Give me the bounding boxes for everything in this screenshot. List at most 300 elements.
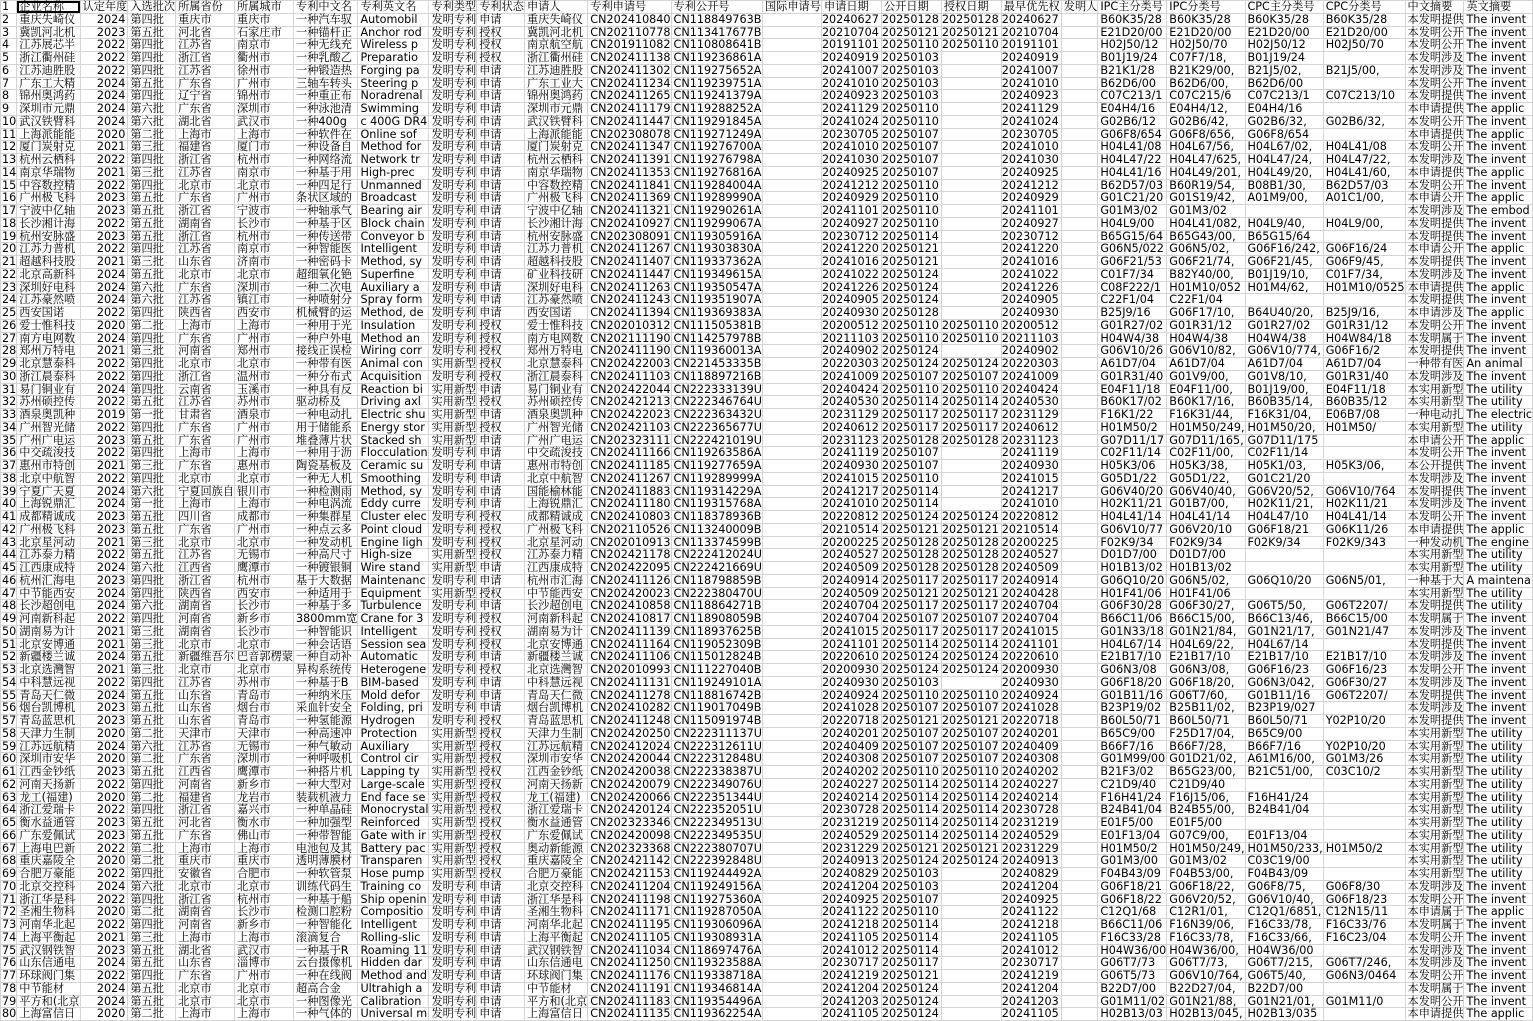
data-cell[interactable]: 本申请提供	[1405, 128, 1464, 141]
data-cell[interactable]	[762, 868, 821, 881]
data-cell[interactable]: 一种带智能	[294, 829, 358, 842]
data-cell[interactable]: CN222351344U	[671, 791, 762, 804]
data-cell[interactable]: A61M16/00,	[1245, 753, 1323, 766]
data-cell[interactable]: 20220718	[1001, 715, 1061, 728]
data-cell[interactable]	[762, 370, 821, 383]
data-cell[interactable]: 2022	[80, 778, 128, 791]
row-number[interactable]: 30	[2, 369, 17, 383]
data-cell[interactable]: 20240829	[1001, 868, 1061, 881]
row-number[interactable]: 26	[2, 318, 17, 332]
data-cell[interactable]: 申请	[477, 230, 525, 243]
data-cell[interactable]: Protection	[358, 727, 429, 740]
data-cell[interactable]: 20210514	[1001, 523, 1061, 536]
data-cell[interactable]: 第三批	[128, 256, 176, 269]
data-cell[interactable]: 第二批	[128, 319, 176, 332]
data-cell[interactable]: 浙江省	[176, 230, 235, 243]
data-cell[interactable]: 北京慧泰科	[524, 358, 587, 371]
data-cell[interactable]: B08B1/30,	[1245, 179, 1323, 192]
data-cell[interactable]: CN119303830A	[671, 243, 762, 256]
data-cell[interactable]: B22D7/00	[1245, 982, 1323, 995]
data-cell[interactable]: 本实用新型	[1405, 817, 1464, 830]
data-cell[interactable]: 实用新型	[429, 778, 477, 791]
data-cell[interactable]: 第五批	[128, 817, 176, 830]
data-cell[interactable]	[1061, 472, 1098, 485]
data-cell[interactable]: CN202420124	[588, 804, 671, 817]
data-cell[interactable]: 重庆嘉陵全	[524, 855, 587, 868]
data-cell[interactable]: 20241015	[821, 625, 881, 638]
data-cell[interactable]: 20250103	[881, 77, 941, 90]
column-header-cell[interactable]: 所属省份	[176, 1, 235, 14]
data-cell[interactable]: 山东省	[176, 689, 235, 702]
data-cell[interactable]: The invent	[1464, 179, 1533, 192]
data-cell[interactable]	[941, 485, 1001, 498]
data-cell[interactable]: G01M3/02	[1167, 855, 1245, 868]
data-cell[interactable]: 发明专利	[429, 574, 477, 587]
data-cell[interactable]: 深圳市	[235, 103, 294, 116]
row-number[interactable]: 21	[2, 255, 17, 268]
data-cell[interactable]: 20241105	[821, 1008, 881, 1021]
data-cell[interactable]: 一种泳池清	[294, 103, 358, 116]
data-cell[interactable]: 20240914	[821, 574, 881, 587]
data-cell[interactable]	[1323, 944, 1405, 957]
data-cell[interactable]	[1323, 447, 1405, 460]
data-cell[interactable]: 河南天扬新	[524, 778, 587, 791]
data-cell[interactable]: The utility	[1464, 817, 1533, 830]
data-cell[interactable]: 20240924	[821, 689, 881, 702]
data-cell[interactable]	[1061, 39, 1098, 52]
data-cell[interactable]: 机械臂的运	[294, 307, 358, 320]
data-cell[interactable]: 本发明提供	[1405, 90, 1464, 103]
row-number[interactable]: 67	[2, 841, 17, 855]
data-cell[interactable]: G01R27/02	[1098, 319, 1167, 332]
data-cell[interactable]: 惠州市	[235, 460, 294, 473]
data-cell[interactable]: 发明专利	[429, 485, 477, 498]
data-cell[interactable]: 上海市	[235, 447, 294, 460]
data-cell[interactable]: H04L41/60,	[1323, 166, 1405, 179]
data-cell[interactable]: H01M50/249,	[1167, 421, 1245, 434]
data-cell[interactable]: Network tr	[358, 154, 429, 167]
data-cell[interactable]: H02B13/045,	[1167, 1008, 1245, 1021]
data-cell[interactable]: 本发明涉及	[1405, 154, 1464, 167]
data-cell[interactable]: Method, sy	[358, 485, 429, 498]
data-cell[interactable]: 广州市	[235, 421, 294, 434]
data-cell[interactable]: 发明专利	[429, 613, 477, 626]
data-cell[interactable]: 深圳市	[235, 281, 294, 294]
data-cell[interactable]: 合肥万豪能	[524, 868, 587, 881]
row-number[interactable]: 18	[2, 216, 17, 230]
data-cell[interactable]: B25J9/16	[1098, 307, 1167, 320]
data-cell[interactable]: E21D20/00	[1323, 26, 1405, 39]
data-cell[interactable]: 浙江省	[176, 154, 235, 167]
data-cell[interactable]: 长沙市	[235, 906, 294, 919]
data-cell[interactable]: 20250107	[941, 753, 1001, 766]
data-cell[interactable]: CN202411105	[588, 931, 671, 944]
data-cell[interactable]: 玉溪市	[235, 383, 294, 396]
data-cell[interactable]: 浙江衢州硅	[17, 52, 80, 65]
data-cell[interactable]: 发明专利	[429, 880, 477, 893]
data-cell[interactable]: 一种基于R	[294, 944, 358, 957]
data-cell[interactable]: 上海锐鼎汇	[17, 498, 80, 511]
data-cell[interactable]: CN222421669U	[671, 562, 762, 575]
data-cell[interactable]	[941, 154, 1001, 167]
data-cell[interactable]: 上海市	[176, 128, 235, 141]
data-cell[interactable]	[941, 472, 1001, 485]
data-cell[interactable]	[1061, 727, 1098, 740]
data-cell[interactable]: 20250110	[881, 205, 941, 218]
data-cell[interactable]: 本实用新型	[1405, 396, 1464, 409]
data-cell[interactable]: 北京选灣智	[524, 664, 587, 677]
data-cell[interactable]: 本发明涉及	[1405, 944, 1464, 957]
data-cell[interactable]: 20241101	[821, 638, 881, 651]
data-cell[interactable]: 杭州云栖科	[17, 154, 80, 167]
data-cell[interactable]: 苏州硕控传	[524, 396, 587, 409]
data-cell[interactable]: 申请	[477, 166, 525, 179]
data-cell[interactable]: CN222365677U	[671, 421, 762, 434]
data-cell[interactable]: 上海富信日	[17, 1008, 80, 1021]
data-cell[interactable]: Wiring corr	[358, 345, 429, 358]
data-cell[interactable]: B62D6/00	[1098, 77, 1167, 90]
data-cell[interactable]	[1061, 498, 1098, 511]
data-cell[interactable]: 龙工(福建)	[524, 791, 587, 804]
data-cell[interactable]: 申请	[477, 409, 525, 422]
data-cell[interactable]: 授权	[477, 778, 525, 791]
row-number[interactable]: 51	[2, 637, 17, 651]
data-cell[interactable]	[762, 447, 821, 460]
data-cell[interactable]: 申请	[477, 562, 525, 575]
data-cell[interactable]: 成都精诚成	[17, 511, 80, 524]
data-cell[interactable]	[762, 982, 821, 995]
data-cell[interactable]: 第五批	[128, 511, 176, 524]
data-cell[interactable]: B66F7/16	[1245, 740, 1323, 753]
data-cell[interactable]: Rolling-slic	[358, 931, 429, 944]
data-cell[interactable]: 一种智能医	[294, 243, 358, 256]
data-cell[interactable]	[762, 753, 821, 766]
data-cell[interactable]	[762, 689, 821, 702]
data-cell[interactable]	[1061, 166, 1098, 179]
data-cell[interactable]: 苏州市	[235, 396, 294, 409]
data-cell[interactable]: 第二批	[128, 855, 176, 868]
data-cell[interactable]: G01B11/16	[1098, 689, 1167, 702]
data-cell[interactable]	[1061, 778, 1098, 791]
data-cell[interactable]: 发明专利	[429, 460, 477, 473]
data-cell[interactable]: 2021	[80, 536, 128, 549]
data-cell[interactable]: 实用新型	[429, 766, 477, 779]
data-cell[interactable]	[762, 600, 821, 613]
data-cell[interactable]: B66F7/16	[1098, 740, 1167, 753]
data-cell[interactable]: 2022	[80, 396, 128, 409]
data-cell[interactable]: CN222349535U	[671, 829, 762, 842]
data-cell[interactable]: The invent	[1464, 702, 1533, 715]
data-cell[interactable]	[1061, 931, 1098, 944]
data-cell[interactable]: B21K1/28	[1098, 64, 1167, 77]
data-cell[interactable]: 广东省	[176, 753, 235, 766]
data-cell[interactable]	[941, 103, 1001, 116]
data-cell[interactable]: F04B43/09	[1098, 868, 1167, 881]
data-cell[interactable]: 20240409	[821, 740, 881, 753]
data-cell[interactable]: 发明专利	[429, 906, 477, 919]
data-cell[interactable]: 申请	[477, 931, 525, 944]
data-cell[interactable]: 申请	[477, 294, 525, 307]
data-cell[interactable]: 本申请提供	[1405, 523, 1464, 536]
data-cell[interactable]: 江苏省	[176, 740, 235, 753]
data-cell[interactable]: 南京华瑞物	[17, 166, 80, 179]
data-cell[interactable]: 20240930	[1001, 460, 1061, 473]
data-cell[interactable]	[762, 332, 821, 345]
data-cell[interactable]: G06V10/774,	[1245, 345, 1323, 358]
data-cell[interactable]: 20250128	[881, 549, 941, 562]
data-cell[interactable]: 20241010	[821, 498, 881, 511]
data-cell[interactable]: 2020	[80, 1008, 128, 1021]
data-cell[interactable]	[1245, 562, 1323, 575]
data-cell[interactable]: 一种气敏动	[294, 740, 358, 753]
data-cell[interactable]: G06T7/60,	[1167, 689, 1245, 702]
data-cell[interactable]: Hose pump	[358, 868, 429, 881]
data-cell[interactable]	[762, 651, 821, 664]
data-cell[interactable]	[1245, 817, 1323, 830]
data-cell[interactable]: 20241203	[1001, 995, 1061, 1008]
data-cell[interactable]: B24B41/04	[1098, 804, 1167, 817]
data-cell[interactable]: 20241010	[1001, 141, 1061, 154]
row-number[interactable]: 10	[2, 114, 17, 128]
data-cell[interactable]: The invent	[1464, 332, 1533, 345]
data-cell[interactable]: The utility	[1464, 766, 1533, 779]
data-cell[interactable]	[1061, 804, 1098, 817]
data-cell[interactable]: Ceramic su	[358, 460, 429, 473]
data-cell[interactable]: 锦州市	[235, 90, 294, 103]
data-cell[interactable]: 20250110	[881, 319, 941, 332]
data-cell[interactable]: 青岛蓝思机	[17, 715, 80, 728]
data-cell[interactable]: 本发明提供	[1405, 294, 1464, 307]
data-cell[interactable]: 申请	[477, 995, 525, 1008]
data-cell[interactable]: The invent	[1464, 715, 1533, 728]
data-cell[interactable]: 成都市	[235, 511, 294, 524]
data-cell[interactable]: 本实用新型	[1405, 549, 1464, 562]
data-cell[interactable]: 20250110	[881, 103, 941, 116]
data-cell[interactable]: 驱动桥及	[294, 396, 358, 409]
row-number[interactable]: 41	[2, 510, 17, 523]
data-cell[interactable]: The invent	[1464, 294, 1533, 307]
data-cell[interactable]: G06F30/27	[1323, 676, 1405, 689]
data-cell[interactable]	[1323, 1008, 1405, 1021]
data-cell[interactable]: 杭州市	[235, 574, 294, 587]
data-cell[interactable]: 20250124	[941, 651, 1001, 664]
data-cell[interactable]: A61D7/04	[1323, 358, 1405, 371]
data-cell[interactable]: 四川省	[176, 511, 235, 524]
data-cell[interactable]: 20250121	[941, 715, 1001, 728]
data-cell[interactable]: 20220610	[821, 651, 881, 664]
data-cell[interactable]: 本发明涉及	[1405, 880, 1464, 893]
data-cell[interactable]: Method and	[358, 970, 429, 983]
data-cell[interactable]: 20250107	[881, 893, 941, 906]
data-cell[interactable]: 20250107	[881, 753, 941, 766]
data-cell[interactable]	[762, 485, 821, 498]
data-cell[interactable]: 2020	[80, 855, 128, 868]
data-cell[interactable]: 杭州安脉盛	[17, 230, 80, 243]
data-cell[interactable]: 本发明公开	[1405, 39, 1464, 52]
data-cell[interactable]: 发明专利	[429, 651, 477, 664]
data-cell[interactable]: 本发明涉及	[1405, 702, 1464, 715]
data-cell[interactable]	[762, 727, 821, 740]
data-cell[interactable]	[1061, 268, 1098, 281]
data-cell[interactable]: CN202420038	[588, 766, 671, 779]
data-cell[interactable]: 本实用新型	[1405, 421, 1464, 434]
data-cell[interactable]	[762, 893, 821, 906]
data-cell[interactable]: The applic	[1464, 166, 1533, 179]
data-cell[interactable]: c 400G DR4	[358, 115, 429, 128]
data-cell[interactable]: 本申请公开	[1405, 434, 1464, 447]
data-cell[interactable]: 20240612	[821, 421, 881, 434]
data-cell[interactable]: 20250114	[941, 817, 1001, 830]
data-cell[interactable]: 一种适用于	[294, 587, 358, 600]
data-cell[interactable]: 20240627	[821, 13, 881, 26]
data-cell[interactable]	[1323, 434, 1405, 447]
data-cell[interactable]: F02K9/343	[1323, 536, 1405, 549]
data-cell[interactable]: 郑州万特电	[524, 345, 587, 358]
row-number[interactable]: 70	[2, 879, 17, 893]
data-cell[interactable]: 授权	[477, 727, 525, 740]
data-cell[interactable]: 2021	[80, 166, 128, 179]
data-cell[interactable]: 20250121	[881, 523, 941, 536]
data-cell[interactable]: 一种400g	[294, 115, 358, 128]
data-cell[interactable]: 20250124	[881, 1008, 941, 1021]
data-cell[interactable]: 申请	[477, 217, 525, 230]
data-cell[interactable]: C02F11/00,	[1167, 447, 1245, 460]
data-cell[interactable]: 第六批	[128, 740, 176, 753]
data-cell[interactable]: 武汉钢铁智	[524, 944, 587, 957]
data-cell[interactable]: D01D7/00	[1098, 549, 1167, 562]
data-cell[interactable]: 20240527	[1001, 549, 1061, 562]
data-cell[interactable]: 授权	[477, 868, 525, 881]
row-number[interactable]: 37	[2, 459, 17, 472]
data-cell[interactable]	[941, 243, 1001, 256]
data-cell[interactable]	[762, 307, 821, 320]
data-cell[interactable]: 衡水市	[235, 817, 294, 830]
data-cell[interactable]	[1061, 77, 1098, 90]
data-cell[interactable]: 本实用新型	[1405, 778, 1464, 791]
data-cell[interactable]: The invent	[1464, 154, 1533, 167]
data-cell[interactable]: H04L47/22,	[1323, 154, 1405, 167]
data-cell[interactable]: H01M50/2	[1323, 842, 1405, 855]
data-cell[interactable]: 3800mm宽	[294, 613, 358, 626]
data-cell[interactable]: CN202411198	[588, 893, 671, 906]
data-cell[interactable]: The invent	[1464, 447, 1533, 460]
data-cell[interactable]: 20231219	[821, 817, 881, 830]
data-cell[interactable]: B60K35/28	[1167, 13, 1245, 26]
data-cell[interactable]: 20250124	[881, 358, 941, 371]
data-cell[interactable]: 江苏展芯半	[17, 39, 80, 52]
data-cell[interactable]: 重庆失崎仪	[524, 13, 587, 26]
data-cell[interactable]: H04L47/625,	[1167, 154, 1245, 167]
data-cell[interactable]: 实用新型	[429, 562, 477, 575]
data-cell[interactable]: 2022	[80, 370, 128, 383]
data-cell[interactable]: 第四批	[128, 868, 176, 881]
data-cell[interactable]: E04F11/18	[1098, 383, 1167, 396]
data-cell[interactable]: The invent	[1464, 995, 1533, 1008]
data-cell[interactable]: CN202411248	[588, 715, 671, 728]
data-cell[interactable]: 申请	[477, 307, 525, 320]
data-cell[interactable]: 本发明涉及	[1405, 957, 1464, 970]
data-cell[interactable]: 长沙市	[235, 625, 294, 638]
data-cell[interactable]: CN202010993	[588, 664, 671, 677]
data-cell[interactable]: The applic	[1464, 243, 1533, 256]
data-cell[interactable]: 本发明涉及	[1405, 651, 1464, 664]
column-header-cell[interactable]: 专利公开号	[671, 1, 762, 14]
data-cell[interactable]: Hidden dar	[358, 957, 429, 970]
data-cell[interactable]	[941, 957, 1001, 970]
data-cell[interactable]: H04L41/08	[1098, 141, 1167, 154]
data-cell[interactable]	[1061, 664, 1098, 677]
data-cell[interactable]: CN202411180	[588, 498, 671, 511]
data-cell[interactable]: G02B6/12	[1098, 115, 1167, 128]
data-cell[interactable]: 20250103	[881, 90, 941, 103]
data-cell[interactable]	[941, 970, 1001, 983]
data-cell[interactable]: 江苏省	[176, 396, 235, 409]
data-cell[interactable]: 第四批	[128, 613, 176, 626]
data-cell[interactable]: 20250107	[881, 447, 941, 460]
data-cell[interactable]	[762, 103, 821, 116]
data-cell[interactable]: 20250124	[941, 855, 1001, 868]
data-cell[interactable]: 本实用新型	[1405, 727, 1464, 740]
data-cell[interactable]: The invent	[1464, 141, 1533, 154]
data-cell[interactable]: 检测口腔粉	[294, 906, 358, 919]
data-cell[interactable]: C12N15/11	[1323, 906, 1405, 919]
data-cell[interactable]: The invent	[1464, 880, 1533, 893]
data-cell[interactable]: 20241015	[1001, 625, 1061, 638]
data-cell[interactable]: 20250124	[881, 982, 941, 995]
data-cell[interactable]: 湖南省	[176, 906, 235, 919]
data-cell[interactable]: 宁波中亿轴	[17, 205, 80, 218]
data-cell[interactable]: E06B7/08	[1323, 409, 1405, 422]
data-cell[interactable]	[1061, 523, 1098, 536]
data-cell[interactable]: 本发明公开	[1405, 995, 1464, 1008]
data-cell[interactable]: 新疆维吾尔	[176, 651, 235, 664]
data-cell[interactable]: 河南新科起	[524, 613, 587, 626]
data-cell[interactable]: 一种智能化	[294, 919, 358, 932]
data-cell[interactable]: 第二批	[128, 842, 176, 855]
data-cell[interactable]: End face se	[358, 791, 429, 804]
data-cell[interactable]	[941, 52, 1001, 65]
data-cell[interactable]: 2022	[80, 842, 128, 855]
data-cell[interactable]: B21J5/00,	[1323, 64, 1405, 77]
data-cell[interactable]: CN202420023	[588, 587, 671, 600]
data-cell[interactable]: 第四批	[128, 574, 176, 587]
data-cell[interactable]: G06T7/215,	[1245, 957, 1323, 970]
data-cell[interactable]: CN119351907A	[671, 294, 762, 307]
data-cell[interactable]	[1323, 230, 1405, 243]
data-cell[interactable]: 20240914	[1001, 574, 1061, 587]
row-number[interactable]: 9	[1, 103, 17, 116]
data-cell[interactable]: H05K3/06	[1098, 460, 1167, 473]
data-cell[interactable]: 河南省	[176, 613, 235, 626]
data-cell[interactable]: 授权	[477, 817, 525, 830]
data-cell[interactable]	[941, 77, 1001, 90]
data-cell[interactable]: 广州极飞科	[524, 523, 587, 536]
data-cell[interactable]: The utility	[1464, 868, 1533, 881]
data-cell[interactable]: 爱士惟科技	[17, 319, 80, 332]
data-cell[interactable]: The utility	[1464, 778, 1533, 791]
data-cell[interactable]: G07D11/17	[1098, 434, 1167, 447]
data-cell[interactable]: G02B6/42,	[1167, 115, 1245, 128]
data-cell[interactable]: 申请	[477, 600, 525, 613]
data-cell[interactable]	[1323, 982, 1405, 995]
data-cell[interactable]: 冀凯河北机	[524, 26, 587, 39]
data-cell[interactable]: CN119276700A	[671, 141, 762, 154]
data-cell[interactable]: 20250114	[881, 396, 941, 409]
data-cell[interactable]: Online sof	[358, 128, 429, 141]
data-cell[interactable]: F04B43/09	[1245, 868, 1323, 881]
data-cell[interactable]	[762, 919, 821, 932]
data-cell[interactable]: CN202308078	[588, 128, 671, 141]
